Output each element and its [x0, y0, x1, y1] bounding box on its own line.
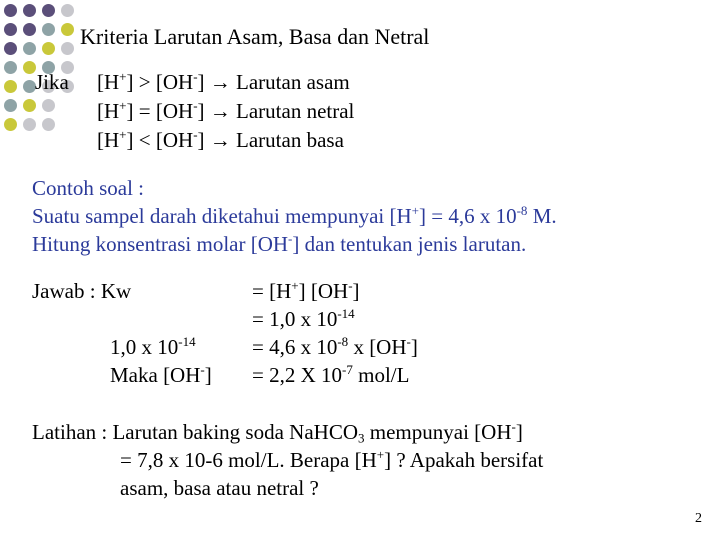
- slide-title: Kriteria Larutan Asam, Basa dan Netral: [80, 24, 430, 49]
- decorative-dot: [23, 42, 36, 55]
- arrow-icon: →: [209, 70, 231, 94]
- decorative-dot: [42, 99, 55, 112]
- decorative-dot: [61, 23, 74, 36]
- answer-eq-1: = [H+] [OH-]: [252, 277, 360, 303]
- criteria-row-neutral: [H+] = [OH-] → Larutan netral: [97, 97, 355, 123]
- answer-left-4: Maka [OH-]: [110, 361, 212, 387]
- answer-eq-2: = 1,0 x $10^{-14}$: [252, 305, 355, 331]
- decorative-dot: [61, 4, 74, 17]
- example-line-2: Hitung konsentrasi molar [OH-] dan tentukan jenis larutan.: [32, 230, 527, 256]
- example-heading: Contoh soal :: [32, 176, 145, 200]
- decorative-dot: [42, 4, 55, 17]
- decorative-dot: [4, 61, 17, 74]
- answer-label: Jawab : Kw: [32, 279, 132, 303]
- exercise-line-1: Latihan : Larutan baking soda NaHCO$_3$ mempunyai [OH-]: [32, 418, 523, 446]
- answer-left-3: 1,0 x $10^{-14}$: [110, 333, 196, 359]
- decorative-dot: [42, 118, 55, 131]
- criteria-row-acid: [H+] > [OH-] → Larutan asam: [97, 68, 350, 94]
- decorative-dot: [42, 23, 55, 36]
- exercise-line-3: asam, basa atau netral ?: [120, 476, 319, 500]
- example-line-1: Suatu sampel darah diketahui mempunyai [H+] = 4,6 x $10^{-8}$ M.: [32, 202, 557, 228]
- decorative-dot: [4, 42, 17, 55]
- decorative-dot: [23, 23, 36, 36]
- decorative-dot: [4, 118, 17, 131]
- decorative-dot: [23, 99, 36, 112]
- arrow-icon: →: [209, 128, 231, 152]
- criteria-row-base: [H+] < [OH-] → Larutan basa: [97, 126, 344, 152]
- answer-eq-4: = 2,2 X $10^{-7}$ mol/L: [252, 361, 410, 387]
- answer-eq-3: = 4,6 x $10^{-8}$ x [OH-]: [252, 333, 418, 359]
- decorative-dot: [4, 99, 17, 112]
- decorative-dot: [61, 42, 74, 55]
- decorative-dot: [4, 4, 17, 17]
- page-number: 2: [695, 511, 702, 526]
- exercise-line-2: = 7,8 x 10-6 mol/L. Berapa [H+] ? Apakah bersifat: [120, 446, 544, 472]
- arrow-icon: →: [209, 99, 231, 123]
- decorative-dot: [42, 42, 55, 55]
- decorative-dot: [4, 80, 17, 93]
- criteria-lead: Jika: [35, 70, 69, 94]
- decorative-dot: [23, 118, 36, 131]
- decorative-dot: [23, 4, 36, 17]
- decorative-dot: [4, 23, 17, 36]
